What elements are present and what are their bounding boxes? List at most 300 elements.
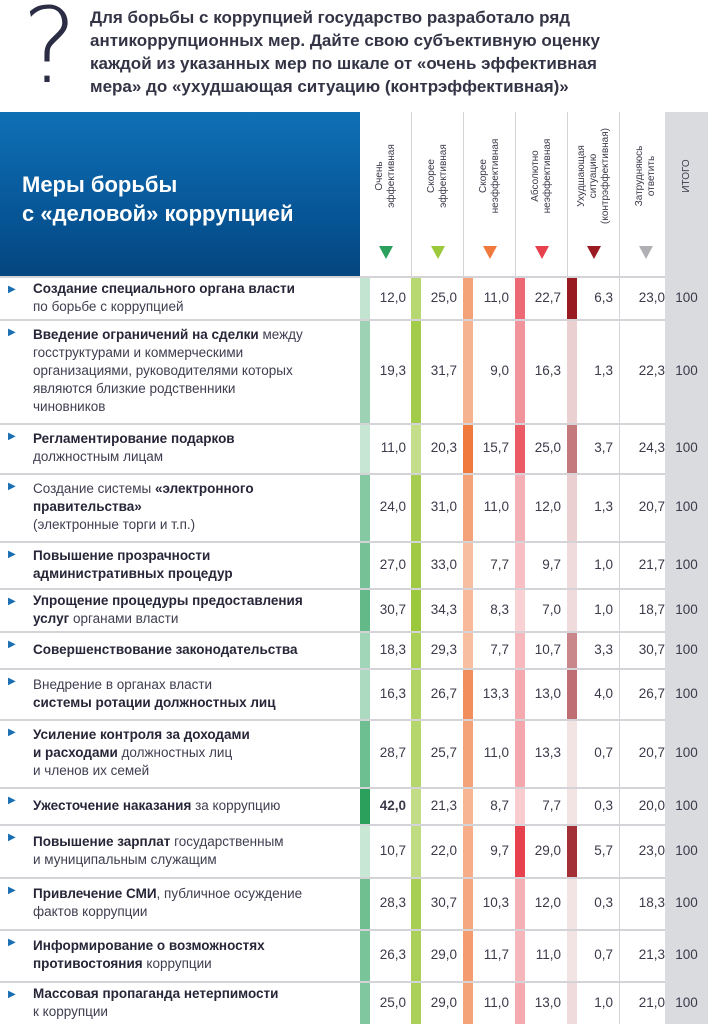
row-label-segment: должностным лицам (33, 449, 164, 464)
row-label-line (33, 903, 351, 921)
value-cell: 10,7 (534, 642, 561, 657)
row-label (33, 480, 351, 534)
row-label-segment: Упрощение процедуры предоставления (33, 593, 303, 608)
question-line: каждой из указанных мер по шкале от «очень эффективная (90, 54, 597, 73)
value-cell: 25,0 (379, 995, 406, 1010)
row-divider (0, 824, 665, 826)
row-label (33, 676, 351, 712)
row-label-segment: коррупции (142, 956, 212, 971)
row-divider (0, 981, 665, 983)
row-label-segment: чиновников (33, 399, 106, 414)
value-bar (411, 826, 421, 877)
value-cell: 7,7 (542, 798, 561, 813)
column-header (360, 112, 412, 276)
row-label (33, 326, 351, 416)
question-line: антикоррупционных мер. Дайте свою субъективную оценку (90, 31, 600, 50)
table-header-banner (0, 112, 360, 276)
row-label-line (33, 592, 351, 610)
column-header-line: Очень (374, 161, 385, 191)
table-title-line: Меры борьбы (22, 172, 178, 197)
value-bar (515, 670, 525, 719)
column-header-line: Абсолютно (530, 150, 541, 202)
value-cell: 28,3 (379, 895, 406, 910)
column-header-label (374, 144, 398, 208)
value-bar (515, 633, 525, 668)
value-bar (360, 475, 370, 541)
bullet-arrow-icon: ▶ (8, 431, 16, 442)
value-cell: 1,0 (594, 557, 613, 572)
value-cell: 10,7 (379, 843, 406, 858)
value-cell: 22,3 (638, 363, 665, 378)
row-label-segment: административных процедур (33, 566, 233, 581)
value-bar (411, 789, 421, 824)
value-cell: 22,7 (534, 290, 561, 305)
row-label-line (33, 448, 351, 466)
total-cell: 100 (675, 499, 698, 514)
bullet-arrow-icon: ▶ (8, 676, 16, 687)
row-label-segment: и расходами (33, 745, 118, 760)
row-label-line (33, 1003, 351, 1021)
value-cell: 9,7 (542, 557, 561, 572)
row-divider (0, 588, 665, 590)
row-label-line (33, 298, 351, 316)
column-header-label (530, 139, 554, 214)
value-cell: 11,0 (535, 947, 561, 962)
value-cell: 16,3 (534, 363, 561, 378)
row-label-segment: государственным (170, 834, 284, 849)
value-bar (515, 721, 525, 787)
column-separator (619, 590, 620, 631)
row-divider (0, 473, 665, 475)
value-cell: 29,0 (430, 995, 457, 1010)
column-separator (619, 879, 620, 929)
value-bar (360, 826, 370, 877)
row-label-line (33, 851, 351, 869)
value-cell: 25,0 (534, 440, 561, 455)
row-label-line (33, 694, 351, 712)
value-bar (463, 931, 473, 981)
value-cell: 11,0 (483, 290, 509, 305)
total-cell: 100 (675, 440, 698, 455)
value-bar (360, 721, 370, 787)
row-label-segment: между (258, 327, 303, 342)
bullet-arrow-icon: ▶ (8, 549, 16, 560)
row-label-segment: Создание системы (33, 481, 155, 496)
row-divider (0, 668, 665, 670)
value-cell: 10,3 (482, 895, 509, 910)
row-label-line (33, 280, 351, 298)
value-cell: 25,7 (430, 745, 457, 760)
bullet-arrow-icon: ▶ (8, 795, 16, 806)
row-label (33, 280, 351, 316)
value-cell: 29,0 (430, 947, 457, 962)
bullet-arrow-icon: ▶ (8, 832, 16, 843)
column-header (567, 112, 620, 276)
value-bar (411, 721, 421, 787)
value-bar (360, 983, 370, 1024)
down-triangle-icon (535, 246, 549, 259)
bullet-arrow-icon: ▶ (8, 989, 16, 1000)
value-cell: 3,3 (594, 642, 613, 657)
value-cell: 11,0 (483, 745, 509, 760)
total-column-label: ИТОГО (680, 159, 692, 193)
row-label (33, 937, 351, 973)
table-row (0, 423, 708, 473)
value-bar (567, 543, 577, 588)
column-header-label (576, 128, 612, 224)
value-bar (463, 826, 473, 877)
column-header-line: неэффективная (490, 138, 501, 214)
row-label (33, 833, 351, 869)
value-cell: 15,7 (482, 440, 509, 455)
row-label-segment: являются близкие родственники (33, 381, 236, 396)
value-bar (411, 879, 421, 929)
value-bar (515, 983, 525, 1024)
value-bar (463, 879, 473, 929)
row-label-line (33, 726, 351, 744)
value-cell: 20,0 (638, 798, 665, 813)
total-cell: 100 (675, 602, 698, 617)
row-label-line (33, 744, 351, 762)
row-label (33, 430, 351, 466)
value-cell: 18,3 (379, 642, 406, 657)
value-bar (567, 789, 577, 824)
value-bar (411, 278, 421, 319)
row-label-line (33, 344, 351, 362)
value-cell: 1,3 (594, 363, 613, 378)
row-label-segment: за коррупцию (191, 798, 281, 813)
table-row (0, 877, 708, 929)
down-triangle-icon (639, 246, 653, 259)
row-label-line (33, 516, 351, 534)
row-label-segment: Регламентирование подарков (33, 431, 235, 446)
row-label-segment: противостояния (33, 956, 143, 971)
value-cell: 34,3 (430, 602, 457, 617)
row-label-line (33, 565, 351, 583)
total-cell: 100 (675, 557, 698, 572)
value-cell: 33,0 (430, 557, 457, 572)
row-label (33, 797, 351, 815)
value-cell: 9,0 (490, 363, 509, 378)
table-row (0, 981, 708, 1024)
row-label-line (33, 797, 351, 815)
question-mark-icon: ? (22, 0, 78, 107)
row-label-segment: Введение ограничений на сделки (33, 327, 259, 342)
column-header-line: (контрэффективная) (600, 128, 611, 224)
value-cell: 0,3 (594, 798, 613, 813)
value-cell: 25,0 (430, 290, 457, 305)
bullet-arrow-icon: ▶ (8, 284, 16, 295)
bullet-arrow-icon: ▶ (8, 596, 16, 607)
value-cell: 31,7 (430, 363, 457, 378)
value-bar (463, 721, 473, 787)
bullet-arrow-icon: ▶ (8, 639, 16, 650)
row-label-segment: Повышение прозрачности (33, 548, 211, 563)
value-cell: 18,3 (638, 895, 665, 910)
value-bar (411, 590, 421, 631)
row-divider (0, 877, 665, 879)
value-cell: 1,0 (594, 602, 613, 617)
value-cell: 29,3 (430, 642, 457, 657)
value-bar (463, 983, 473, 1024)
column-separator (619, 633, 620, 668)
column-header (463, 112, 516, 276)
value-cell: 27,0 (379, 557, 406, 572)
question-text (90, 6, 700, 98)
value-bar (567, 321, 577, 423)
column-separator (619, 931, 620, 981)
row-label-segment: Повышение зарплат (33, 834, 171, 849)
column-header-line: неэффективная (542, 138, 553, 214)
value-cell: 5,7 (594, 843, 613, 858)
value-cell: 24,0 (379, 499, 406, 514)
value-cell: 26,7 (430, 686, 457, 701)
value-bar (567, 590, 577, 631)
value-cell: 12,0 (379, 290, 406, 305)
row-label-segment: к коррупции (33, 1004, 108, 1019)
value-cell: 30,7 (430, 895, 457, 910)
value-bar (411, 931, 421, 981)
down-triangle-icon (431, 246, 445, 259)
table-row (0, 631, 708, 668)
value-bar (515, 931, 525, 981)
total-cell: 100 (675, 686, 698, 701)
column-separator (619, 425, 620, 473)
value-bar (360, 670, 370, 719)
row-label-segment: госструктурами и коммерческими (33, 345, 244, 360)
row-label-line (33, 362, 351, 380)
value-bar (463, 670, 473, 719)
row-divider (0, 719, 665, 721)
value-bar (463, 321, 473, 423)
row-label-segment: организациями, руководителями которых (33, 363, 293, 378)
value-bar (360, 321, 370, 423)
value-cell: 21,7 (638, 557, 665, 572)
value-bar (411, 321, 421, 423)
total-cell: 100 (675, 290, 698, 305)
row-label (33, 726, 351, 780)
value-cell: 11,0 (483, 995, 509, 1010)
bullet-arrow-icon: ▶ (8, 937, 16, 948)
row-label-segment: «электронного (154, 481, 254, 496)
column-separator (619, 789, 620, 824)
value-cell: 9,7 (490, 843, 509, 858)
column-header-line: ответить (646, 155, 657, 197)
table-title-line: с «деловой» коррупцией (22, 201, 294, 226)
column-header-line: Скорее (478, 159, 489, 193)
row-label-line (33, 326, 351, 344)
value-cell: 23,0 (638, 843, 665, 858)
row-label (33, 885, 351, 921)
column-separator (619, 721, 620, 787)
row-label-line (33, 937, 351, 955)
value-cell: 22,0 (430, 843, 457, 858)
row-label (33, 547, 351, 583)
row-label-segment: системы ротации должностных лиц (33, 695, 276, 710)
value-bar (515, 789, 525, 824)
row-label-line (33, 380, 351, 398)
value-cell: 20,3 (430, 440, 457, 455)
row-label-line (33, 641, 351, 659)
table-row (0, 787, 708, 824)
value-cell: 8,7 (490, 798, 509, 813)
value-cell: 6,3 (594, 290, 613, 305)
value-bar (360, 425, 370, 473)
question-line: мера» до «ухудшающая ситуацию (контрэффективная)» (90, 77, 569, 96)
value-bar (515, 475, 525, 541)
value-cell: 11,7 (483, 947, 509, 962)
row-label-segment: Привлечение СМИ (33, 886, 157, 901)
bullet-arrow-icon: ▶ (8, 327, 16, 338)
row-label-segment: Массовая пропаганда нетерпимости (33, 986, 279, 1001)
column-header-line: ситуацию (588, 153, 599, 199)
down-triangle-icon (483, 246, 497, 259)
column-separator (619, 983, 620, 1024)
value-cell: 4,0 (594, 686, 613, 701)
total-cell: 100 (675, 895, 698, 910)
value-cell: 23,0 (638, 290, 665, 305)
value-cell: 16,3 (379, 686, 406, 701)
value-bar (515, 425, 525, 473)
value-bar (515, 590, 525, 631)
total-column-header (665, 112, 708, 276)
table-row (0, 276, 708, 319)
value-cell: 13,0 (534, 686, 561, 701)
value-bar (360, 590, 370, 631)
column-header-line: Ухудшающая (576, 145, 587, 207)
value-cell: 12,0 (534, 499, 561, 514)
column-separator (619, 543, 620, 588)
down-triangle-icon (587, 246, 601, 259)
value-cell: 7,7 (490, 642, 509, 657)
value-bar (360, 543, 370, 588)
row-label-segment: услуг (33, 611, 70, 626)
value-bar (360, 931, 370, 981)
column-separator (619, 475, 620, 541)
value-cell: 20,7 (638, 745, 665, 760)
value-bar (360, 879, 370, 929)
table-row (0, 929, 708, 981)
value-cell: 30,7 (379, 602, 406, 617)
row-divider (0, 276, 665, 278)
total-cell: 100 (675, 995, 698, 1010)
total-cell: 100 (675, 363, 698, 378)
bullet-arrow-icon: ▶ (8, 727, 16, 738)
value-cell: 13,3 (534, 745, 561, 760)
value-bar (463, 425, 473, 473)
value-bar (567, 633, 577, 668)
row-label-segment: (электронные торги и т.п.) (33, 517, 196, 532)
value-bar (463, 543, 473, 588)
row-label-line (33, 762, 351, 780)
value-cell: 21,3 (430, 798, 457, 813)
value-cell: 11,0 (380, 440, 406, 455)
value-cell: 12,0 (534, 895, 561, 910)
value-cell: 13,3 (482, 686, 509, 701)
value-cell: 26,7 (638, 686, 665, 701)
row-label (33, 641, 351, 659)
table-row (0, 541, 708, 588)
row-label-segment: и муниципальным служащим (33, 852, 217, 867)
value-cell: 3,7 (594, 440, 613, 455)
value-cell: 28,7 (379, 745, 406, 760)
value-bar (411, 543, 421, 588)
total-cell: 100 (675, 843, 698, 858)
row-label-segment: должностных лиц (117, 745, 233, 760)
value-bar (515, 826, 525, 877)
table-title (22, 170, 294, 228)
value-bar (567, 670, 577, 719)
table-row (0, 824, 708, 877)
table-row (0, 588, 708, 631)
value-bar (360, 278, 370, 319)
value-bar (567, 425, 577, 473)
value-cell: 7,7 (490, 557, 509, 572)
row-label-segment: Совершенствование законодательства (33, 642, 298, 657)
value-bar (567, 826, 577, 877)
value-cell: 13,0 (534, 995, 561, 1010)
value-bar (411, 475, 421, 541)
value-bar (463, 590, 473, 631)
row-label-line (33, 985, 351, 1003)
value-bar (360, 789, 370, 824)
value-bar (463, 278, 473, 319)
value-cell: 18,7 (638, 602, 665, 617)
row-divider (0, 631, 665, 633)
value-bar (360, 633, 370, 668)
value-cell: 1,0 (594, 995, 613, 1010)
row-divider (0, 423, 665, 425)
column-header-line: эффективная (386, 144, 397, 208)
value-cell: 1,3 (594, 499, 613, 514)
row-label-line (33, 610, 351, 628)
value-bar (515, 543, 525, 588)
value-bar (463, 475, 473, 541)
row-label-line (33, 547, 351, 565)
row-divider (0, 929, 665, 931)
value-bar (411, 633, 421, 668)
value-cell: 0,7 (594, 947, 613, 962)
row-label-segment: Ужесточение наказания (33, 798, 192, 813)
column-header-line: эффективная (438, 144, 449, 208)
value-cell: 11,0 (483, 499, 509, 514)
question-line: Для борьбы с коррупцией государство разработало ряд (90, 8, 571, 27)
row-label-line (33, 833, 351, 851)
column-separator (619, 826, 620, 877)
total-cell: 100 (675, 798, 698, 813)
value-bar (411, 983, 421, 1024)
table-row (0, 319, 708, 423)
bullet-arrow-icon: ▶ (8, 481, 16, 492)
row-label-line (33, 430, 351, 448)
value-bar (567, 983, 577, 1024)
column-header-label (426, 144, 450, 208)
row-label-line (33, 676, 351, 694)
value-bar (515, 321, 525, 423)
row-divider (0, 787, 665, 789)
row-label-segment: Внедрение в органах власти (33, 677, 213, 692)
column-header (515, 112, 568, 276)
value-cell: 8,3 (490, 602, 509, 617)
down-triangle-icon (379, 246, 393, 259)
value-cell: 30,7 (638, 642, 665, 657)
column-header-label (478, 139, 502, 214)
total-cell: 100 (675, 745, 698, 760)
value-cell: 21,3 (638, 947, 665, 962)
row-label-segment: Информирование о возможностях (33, 938, 265, 953)
value-bar (515, 278, 525, 319)
table-row (0, 473, 708, 541)
